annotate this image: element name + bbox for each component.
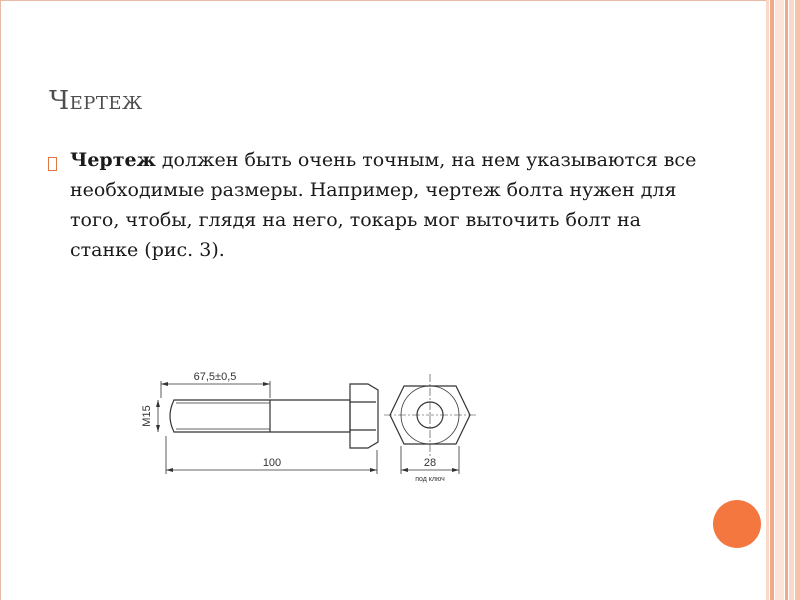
accent-circle — [713, 500, 761, 548]
body-text-rest: должен быть очень точным, на нем указываются все необходимые размеры. Например, чертеж болта нужен для того, чтобы, глядя на него, токарь мог выточить болт на станке (рис. 3). — [70, 149, 697, 261]
body-bold-term: Чертеж — [70, 149, 156, 171]
diameter-label: M15 — [141, 405, 153, 427]
across-flats-label: 28 — [423, 457, 437, 469]
slide-title: Чертеж — [49, 86, 143, 116]
wrench-note-label: под ключ — [415, 476, 445, 483]
bolt-shank — [170, 400, 350, 432]
thread-length-label: 67,5±0,5 — [193, 371, 237, 383]
overall-length-label: 100 — [262, 457, 282, 469]
bolt-head-side — [350, 384, 378, 448]
